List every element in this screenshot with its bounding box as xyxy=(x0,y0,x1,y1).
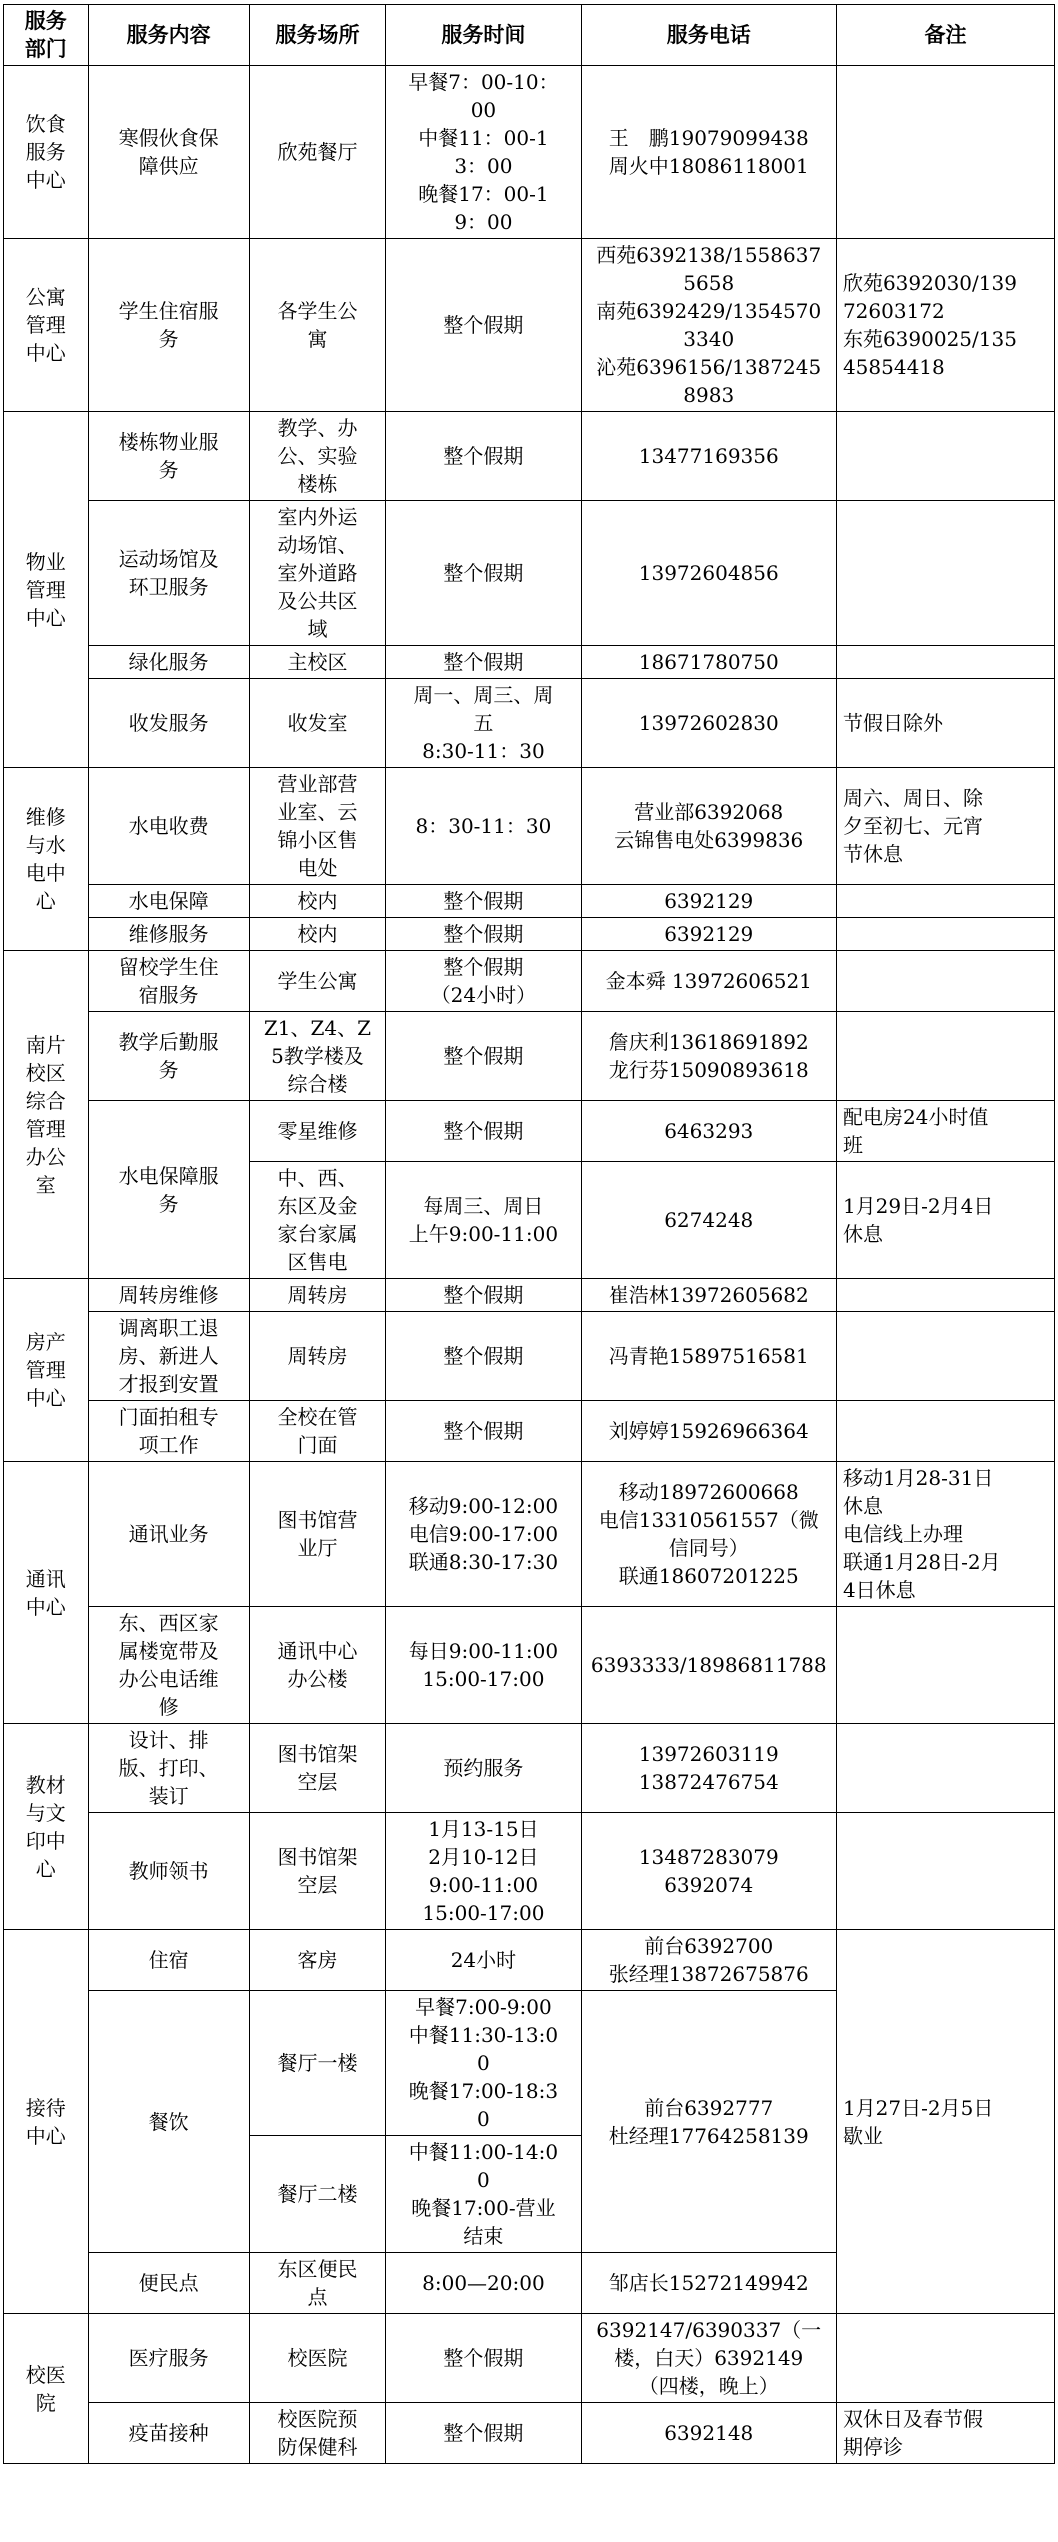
time-cell: 整个假期 xyxy=(386,918,581,951)
table-row xyxy=(4,412,1055,501)
content-cell: 住宿 xyxy=(88,1930,249,1991)
header-dept: 服务 部门 xyxy=(4,5,89,66)
content-cell: 设计、排 版、打印、 装订 xyxy=(88,1724,249,1813)
content-cell: 绿化服务 xyxy=(88,646,249,679)
place-cell: 餐厅二楼 xyxy=(249,2136,386,2253)
table-row xyxy=(4,1401,1055,1462)
note-cell: 配电房24小时值 班 xyxy=(836,1101,1054,1162)
time-cell: 整个假期 xyxy=(386,412,581,501)
note-cell: 节假日除外 xyxy=(836,679,1054,768)
content-cell: 水电保障 xyxy=(88,885,249,918)
place-cell: 图书馆架 空层 xyxy=(249,1724,386,1813)
content-cell: 疫苗接种 xyxy=(88,2403,249,2464)
time-cell: 整个假期 xyxy=(386,646,581,679)
place-cell: 营业部营 业室、云 锦小区售 电处 xyxy=(249,768,386,885)
time-cell: 每周三、周日 上午9:00-11:00 xyxy=(386,1162,581,1279)
place-cell: 零星维修 xyxy=(249,1101,386,1162)
time-cell: 移动9:00-12:00 电信9:00-17:00 联通8:30-17:30 xyxy=(386,1462,581,1607)
time-cell: 早餐7:00-9:00 中餐11:30-13:0 0 晚餐17:00-18:3 0 xyxy=(386,1991,581,2136)
table-row xyxy=(4,679,1055,768)
dept-cell: 接待 中心 xyxy=(4,1930,89,2314)
note-cell xyxy=(836,412,1054,501)
phone-cell: 前台6392777 杜经理17764258139 xyxy=(581,1991,836,2253)
phone-cell: 西苑6392138/1558637 5658 南苑6392429/1354570 3340 沁苑6396156/1387245 8983 xyxy=(581,239,836,412)
dept-cell: 校医 院 xyxy=(4,2314,89,2464)
content-cell: 调离职工退 房、新进人 才报到安置 xyxy=(88,1312,249,1401)
content-cell: 教学后勤服 务 xyxy=(88,1012,249,1101)
note-cell xyxy=(836,646,1054,679)
content-cell: 门面拍租专 项工作 xyxy=(88,1401,249,1462)
content-cell: 教师领书 xyxy=(88,1813,249,1930)
dept-cell: 通讯 中心 xyxy=(4,1462,89,1724)
time-cell: 每日9:00-11:00 15:00-17:00 xyxy=(386,1607,581,1724)
place-cell: 全校在管 门面 xyxy=(249,1401,386,1462)
time-cell: 整个假期 xyxy=(386,1401,581,1462)
phone-cell: 6393333/18986811788 xyxy=(581,1607,836,1724)
table-row xyxy=(4,501,1055,646)
time-cell: 整个假期 xyxy=(386,239,581,412)
phone-cell: 冯青艳15897516581 xyxy=(581,1312,836,1401)
place-cell: 收发室 xyxy=(249,679,386,768)
time-cell: 中餐11:00-14:0 0 晚餐17:00-营业 结束 xyxy=(386,2136,581,2253)
place-cell: 欣苑餐厅 xyxy=(249,66,386,239)
phone-cell: 营业部6392068 云锦售电处6399836 xyxy=(581,768,836,885)
table-row xyxy=(4,1930,1055,1991)
phone-cell: 6392147/6390337（一 楼，白天）6392149 （四楼，晚上） xyxy=(581,2314,836,2403)
content-cell: 运动场馆及 环卫服务 xyxy=(88,501,249,646)
place-cell: 通讯中心 办公楼 xyxy=(249,1607,386,1724)
header-phone: 服务电话 xyxy=(581,5,836,66)
phone-cell: 移动18972600668 电信13310561557（微 信同号） 联通18607201225 xyxy=(581,1462,836,1607)
content-cell: 医疗服务 xyxy=(88,2314,249,2403)
phone-cell: 13487283079 6392074 xyxy=(581,1813,836,1930)
time-cell: 8：30-11：30 xyxy=(386,768,581,885)
place-cell: 周转房 xyxy=(249,1312,386,1401)
content-cell: 楼栋物业服 务 xyxy=(88,412,249,501)
table-row xyxy=(4,66,1055,239)
time-cell: 周一、周三、周 五 8:30-11：30 xyxy=(386,679,581,768)
table-row xyxy=(4,885,1055,918)
dept-cell: 物业 管理 中心 xyxy=(4,412,89,768)
phone-cell: 6274248 xyxy=(581,1162,836,1279)
dept-cell: 南片 校区 综合 管理 办公 室 xyxy=(4,951,89,1279)
note-cell xyxy=(836,1401,1054,1462)
phone-cell: 詹庆利13618691892 龙行芬15090893618 xyxy=(581,1012,836,1101)
note-cell xyxy=(836,1312,1054,1401)
place-cell: 教学、办 公、实验 楼栋 xyxy=(249,412,386,501)
note-cell xyxy=(836,1279,1054,1312)
place-cell: 客房 xyxy=(249,1930,386,1991)
phone-cell: 13972602830 xyxy=(581,679,836,768)
dept-cell: 教材 与文 印中 心 xyxy=(4,1724,89,1930)
time-cell: 整个假期 xyxy=(386,501,581,646)
table-row xyxy=(4,768,1055,885)
time-cell: 8:00—20:00 xyxy=(386,2253,581,2314)
note-cell xyxy=(836,2314,1054,2403)
header-note: 备注 xyxy=(836,5,1054,66)
phone-cell: 6392148 xyxy=(581,2403,836,2464)
content-cell: 收发服务 xyxy=(88,679,249,768)
phone-cell: 6392129 xyxy=(581,918,836,951)
place-cell: 校医院预 防保健科 xyxy=(249,2403,386,2464)
content-cell: 东、西区家 属楼宽带及 办公电话维 修 xyxy=(88,1607,249,1724)
phone-cell: 6392129 xyxy=(581,885,836,918)
content-cell: 周转房维修 xyxy=(88,1279,249,1312)
note-cell: 移动1月28-31日 休息 电信线上办理 联通1月28日-2月 4日休息 xyxy=(836,1462,1054,1607)
place-cell: 学生公寓 xyxy=(249,951,386,1012)
place-cell: 室内外运 动场馆、 室外道路 及公共区 域 xyxy=(249,501,386,646)
content-cell: 学生住宿服 务 xyxy=(88,239,249,412)
place-cell: 中、西、 东区及金 家台家属 区售电 xyxy=(249,1162,386,1279)
header-place: 服务场所 xyxy=(249,5,386,66)
place-cell: 各学生公 寓 xyxy=(249,239,386,412)
content-cell: 餐饮 xyxy=(88,1991,249,2253)
table-row xyxy=(4,1279,1055,1312)
time-cell: 整个假期 xyxy=(386,1012,581,1101)
table-row xyxy=(4,2314,1055,2403)
table-row xyxy=(4,239,1055,412)
note-cell xyxy=(836,885,1054,918)
place-cell: 校内 xyxy=(249,885,386,918)
phone-cell: 刘婷婷15926966364 xyxy=(581,1401,836,1462)
phone-cell: 18671780750 xyxy=(581,646,836,679)
table-row xyxy=(4,2403,1055,2464)
note-cell xyxy=(836,66,1054,239)
phone-cell: 崔浩林13972605682 xyxy=(581,1279,836,1312)
note-cell: 1月27日-2月5日 歇业 xyxy=(836,1930,1054,2314)
place-cell: 图书馆营 业厅 xyxy=(249,1462,386,1607)
table-wrapper xyxy=(3,4,1055,2464)
time-cell: 整个假期 xyxy=(386,1279,581,1312)
note-cell: 欣苑6392030/139 72603172 东苑6390025/135 45854418 xyxy=(836,239,1054,412)
time-cell: 整个假期 （24小时） xyxy=(386,951,581,1012)
content-cell: 寒假伙食保 障供应 xyxy=(88,66,249,239)
table-row xyxy=(4,951,1055,1012)
place-cell: 校医院 xyxy=(249,2314,386,2403)
note-cell xyxy=(836,918,1054,951)
table-row xyxy=(4,1462,1055,1607)
note-cell xyxy=(836,1724,1054,1813)
place-cell: 东区便民 点 xyxy=(249,2253,386,2314)
place-cell: 主校区 xyxy=(249,646,386,679)
dept-cell: 饮食 服务 中心 xyxy=(4,66,89,239)
place-cell: 周转房 xyxy=(249,1279,386,1312)
phone-cell: 6463293 xyxy=(581,1101,836,1162)
header-time: 服务时间 xyxy=(386,5,581,66)
note-cell: 1月29日-2月4日 休息 xyxy=(836,1162,1054,1279)
note-cell: 周六、周日、除 夕至初七、元宵 节休息 xyxy=(836,768,1054,885)
phone-cell: 13477169356 xyxy=(581,412,836,501)
place-cell: Z1、Z4、Z 5教学楼及 综合楼 xyxy=(249,1012,386,1101)
content-cell: 水电收费 xyxy=(88,768,249,885)
time-cell: 24小时 xyxy=(386,1930,581,1991)
table-row xyxy=(4,646,1055,679)
phone-cell: 邹店长15272149942 xyxy=(581,2253,836,2314)
table-row xyxy=(4,1312,1055,1401)
content-cell: 通讯业务 xyxy=(88,1462,249,1607)
header-content: 服务内容 xyxy=(88,5,249,66)
content-cell: 水电保障服 务 xyxy=(88,1101,249,1279)
place-cell: 图书馆架 空层 xyxy=(249,1813,386,1930)
time-cell: 整个假期 xyxy=(386,2403,581,2464)
time-cell: 整个假期 xyxy=(386,2314,581,2403)
place-cell: 餐厅一楼 xyxy=(249,1991,386,2136)
time-cell: 早餐7：00-10： 00 中餐11：00-1 3：00 晚餐17：00-1 9：00 xyxy=(386,66,581,239)
table-row xyxy=(4,1012,1055,1101)
note-cell: 双休日及春节假 期停诊 xyxy=(836,2403,1054,2464)
note-cell xyxy=(836,501,1054,646)
note-cell xyxy=(836,1607,1054,1724)
phone-cell: 13972603119 13872476754 xyxy=(581,1724,836,1813)
table-row xyxy=(4,1607,1055,1724)
content-cell: 维修服务 xyxy=(88,918,249,951)
table-row xyxy=(4,1101,1055,1162)
time-cell: 整个假期 xyxy=(386,885,581,918)
time-cell: 1月13-15日 2月10-12日 9:00-11:00 15:00-17:00 xyxy=(386,1813,581,1930)
time-cell: 整个假期 xyxy=(386,1101,581,1162)
phone-cell: 13972604856 xyxy=(581,501,836,646)
service-schedule-table xyxy=(3,4,1055,2464)
dept-cell: 维修 与水 电中 心 xyxy=(4,768,89,951)
note-cell xyxy=(836,1813,1054,1930)
table-row xyxy=(4,1813,1055,1930)
header-row xyxy=(4,5,1055,66)
time-cell: 整个假期 xyxy=(386,1312,581,1401)
content-cell: 便民点 xyxy=(88,2253,249,2314)
phone-cell: 前台6392700 张经理13872675876 xyxy=(581,1930,836,1991)
phone-cell: 王 鹏19079099438 周火中18086118001 xyxy=(581,66,836,239)
content-cell: 留校学生住 宿服务 xyxy=(88,951,249,1012)
note-cell xyxy=(836,951,1054,1012)
time-cell: 预约服务 xyxy=(386,1724,581,1813)
dept-cell: 公寓 管理 中心 xyxy=(4,239,89,412)
table-row xyxy=(4,1724,1055,1813)
place-cell: 校内 xyxy=(249,918,386,951)
note-cell xyxy=(836,1012,1054,1101)
dept-cell: 房产 管理 中心 xyxy=(4,1279,89,1462)
phone-cell: 金本舜 13972606521 xyxy=(581,951,836,1012)
table-row xyxy=(4,918,1055,951)
